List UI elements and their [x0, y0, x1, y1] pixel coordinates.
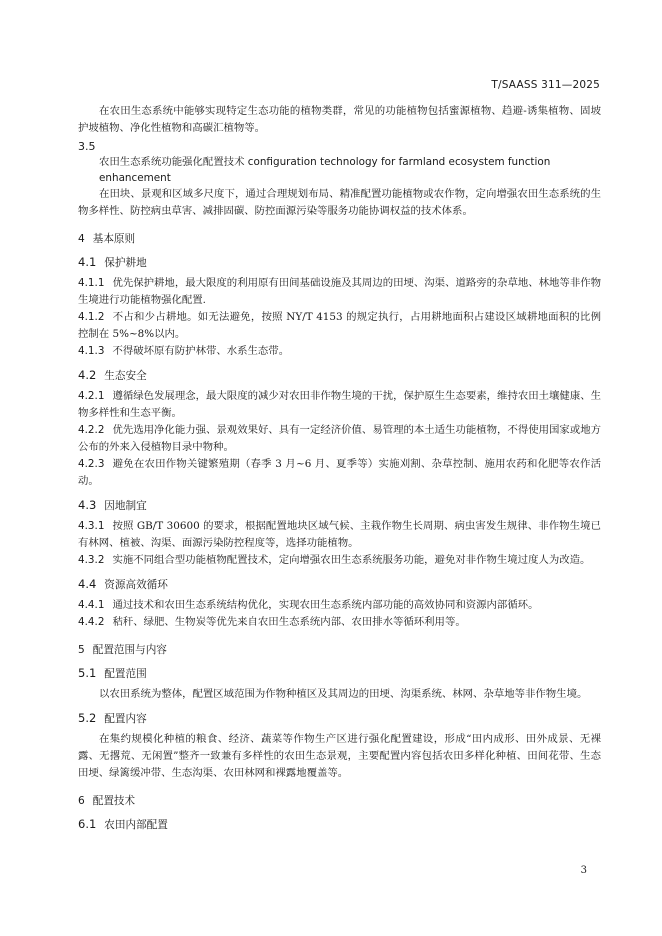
clause-number: 4.4.1	[78, 599, 105, 611]
clause	[78, 275, 601, 309]
document-code: T/SAASS 311—2025	[491, 79, 600, 91]
section-paragraph: 在集约规模化种植的粮食、经济、蔬菜等作物生产区进行强化配置建设，形成“田内成形、田外成景、无裸露、无撂荒、无闲置”整齐一致兼有多样性的农田生态景观，主要配置内容包括农田多样化种植、田间花带、生态田埂、绿篱缓冲带、生态沟渠、农田林网和裸露地覆盖等。	[78, 733, 601, 779]
clause	[78, 552, 601, 569]
section-title: 农田内部配置	[104, 819, 168, 831]
section-number: 4.1	[78, 255, 97, 269]
chapter-title: 配置范围与内容	[92, 644, 167, 656]
clause-text: 优先保护耕地，最大限度的利用原有田间基础设施及其周边的田埂、沟渠、道路旁的杂草地、林地等非作物生境进行功能植物强化配置.	[78, 277, 601, 306]
intro-paragraph: 在农田生态系统中能够实现特定生态功能的植物类群，常见的功能植物包括蜜源植物、趋避-诱集植物、固坡护坡植物、净化性植物和高碳汇植物等。	[78, 105, 601, 134]
section-title: 生态安全	[104, 370, 147, 382]
section-heading	[78, 368, 601, 384]
clause-text: 不得破坏原有防护林带、水系生态带。	[112, 345, 290, 357]
chapter-number: 5	[78, 644, 85, 656]
section-title: 保护耕地	[104, 257, 147, 269]
clause-number: 4.2.1	[78, 390, 105, 402]
chapter-heading	[78, 794, 601, 809]
clause-number: 4.3.1	[78, 520, 105, 532]
clause-number: 4.1.3	[78, 345, 105, 357]
clause	[78, 597, 601, 614]
section-heading	[78, 255, 601, 271]
section-heading	[78, 711, 601, 727]
term-number: 3.5	[78, 140, 96, 153]
clause	[78, 518, 601, 552]
clause	[78, 422, 601, 456]
clause-number: 4.1.1	[78, 277, 105, 289]
chapter-title: 配置技术	[92, 795, 136, 807]
clause-number: 4.3.2	[78, 554, 105, 566]
clause	[78, 614, 601, 631]
clause-text: 实施不同组合型功能植物配置技术，定向增强农田生态系统服务功能，避免对非作物生境过度人为改造。	[112, 554, 591, 566]
chapter-number: 4	[78, 233, 85, 245]
term-definition: 在田块、景观和区域多尺度下，通过合理规划布局、精准配置功能植物或农作物，定向增强农田生态系统的生物多样性、防控病虫草害、减排固碳、防控面源污染等服务功能协调权益的技术体系。	[78, 188, 601, 217]
clause	[78, 388, 601, 422]
clause-number: 4.1.2	[78, 311, 105, 323]
section-heading	[78, 666, 601, 682]
clause-text: 不占和少占耕地。如无法避免，按照 NY/T 4153 的规定执行，占用耕地面积占建设区域耕地面积的比例控制在 5%~8%以内。	[78, 311, 601, 340]
page-content	[78, 103, 601, 837]
clause-text: 遵循绿色发展理念，最大限度的减少对农田非作物生境的干扰，保护原生生态要素，维持农田土壤健康、生物多样性和生态平衡。	[78, 390, 601, 419]
chapter-number: 6	[78, 795, 85, 807]
clause-number: 4.2.3	[78, 458, 105, 470]
clause-text: 通过技术和农田生态系统结构优化，实现农田生态系统内部功能的高效协同和资源内部循环。	[112, 599, 539, 611]
clause-number: 4.2.2	[78, 424, 105, 436]
clause-text: 避免在农田作物关键繁殖期（春季 3 月~6 月、夏季等）实施刈割、杂草控制、施用农药和化肥等农作活动。	[78, 458, 601, 487]
section-number: 6.1	[78, 817, 97, 831]
chapter-title: 基本原则	[92, 233, 136, 245]
section-title: 资源高效循环	[104, 579, 168, 591]
clause	[78, 309, 601, 343]
clause	[78, 456, 601, 490]
section-number: 4.2	[78, 368, 97, 382]
section-paragraph: 以农田系统为整体，配置区域范围为作物种植区及其周边的田埂、沟渠系统、林网、杂草地等非作物生境。	[99, 688, 588, 700]
section-heading	[78, 817, 601, 833]
section-title: 配置范围	[104, 668, 147, 680]
section-number: 4.4	[78, 577, 97, 591]
section-heading	[78, 498, 601, 514]
clause-number: 4.4.2	[78, 616, 105, 628]
chapter-heading	[78, 643, 601, 658]
section-heading	[78, 577, 601, 593]
chapter-heading	[78, 232, 601, 247]
page-number: 3	[580, 865, 587, 876]
clause	[78, 343, 601, 360]
clause-text: 按照 GB/T 30600 的要求，根据配置地块区域气候、主栽作物生长周期、病虫害发生规律、非作物生境已有林网、植被、沟渠、面源污染防控程度等，选择功能植物。	[78, 520, 601, 549]
section-title: 因地制宜	[104, 500, 147, 512]
section-number: 5.1	[78, 666, 97, 680]
section-number: 5.2	[78, 711, 97, 725]
section-title: 配置内容	[104, 713, 147, 725]
clause-text: 优先选用净化能力强、景观效果好、具有一定经济价值、易管理的本土适生功能植物，不得使用国家或地方公布的外来入侵植物目录中物种。	[78, 424, 601, 453]
section-number: 4.3	[78, 498, 97, 512]
clause-text: 秸秆、绿肥、生物炭等优先来自农田生态系统内部、农田排水等循环利用等。	[112, 616, 466, 628]
term-title: 农田生态系统功能强化配置技术 configuration technology for farmland ecosystem function enhancement	[99, 156, 551, 184]
